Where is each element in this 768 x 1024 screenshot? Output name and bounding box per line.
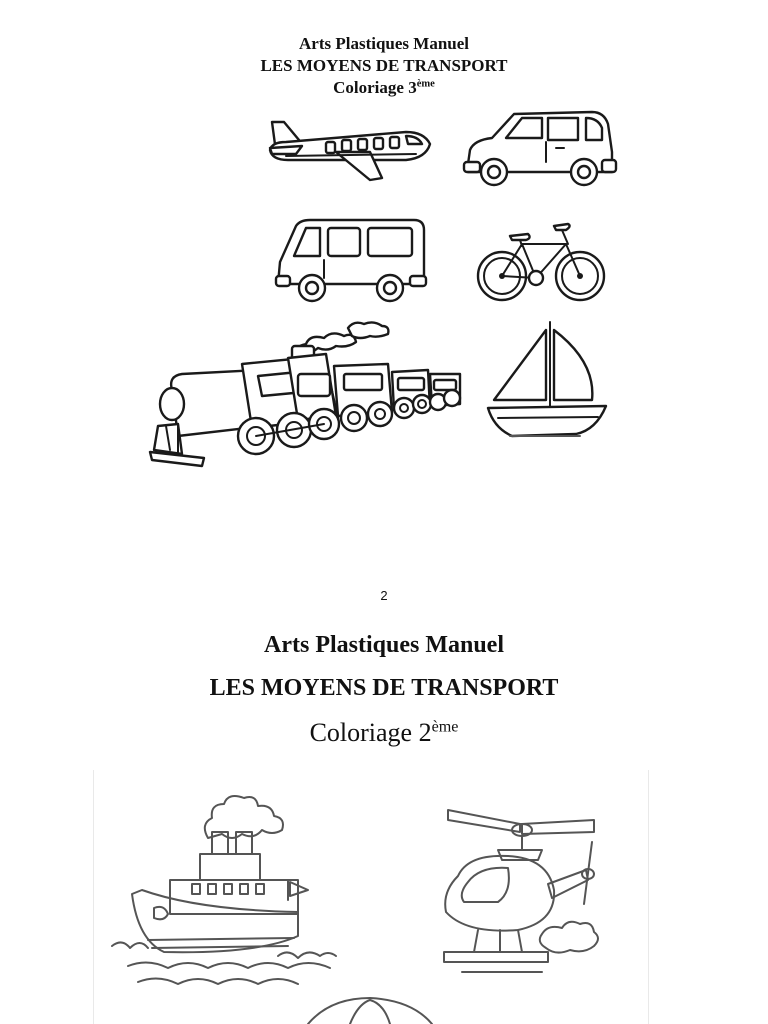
ship-icon <box>108 790 340 990</box>
page2-theme-title: LES MOYENS DE TRANSPORT <box>209 675 559 701</box>
page2-header <box>0 630 768 750</box>
page1-grade-text: Coloriage 3 <box>333 78 417 97</box>
hot-air-balloon-icon <box>300 996 440 1024</box>
page1-grade-suffix: ème <box>416 78 435 90</box>
van-icon <box>274 218 430 304</box>
page-number: 2 <box>380 588 388 603</box>
sailboat-icon <box>486 318 610 440</box>
page1-subject-title: Arts Plastiques Manuel <box>299 34 469 53</box>
bicycle-icon <box>474 220 608 304</box>
page1-grade-title <box>0 77 768 99</box>
steam-train-icon <box>148 318 464 468</box>
page2-grade-title <box>0 716 768 750</box>
page2-grade-suffix: ème <box>431 718 459 736</box>
car-icon <box>462 106 618 188</box>
airplane-icon <box>266 102 434 182</box>
page2-subject-title: Arts Plastiques Manuel <box>264 632 504 658</box>
page1-theme-title: LES MOYENS DE TRANSPORT <box>260 56 508 75</box>
helicopter-icon <box>438 806 604 982</box>
page2-grade-text: Coloriage 2 <box>309 718 432 747</box>
page1-header <box>0 33 768 99</box>
